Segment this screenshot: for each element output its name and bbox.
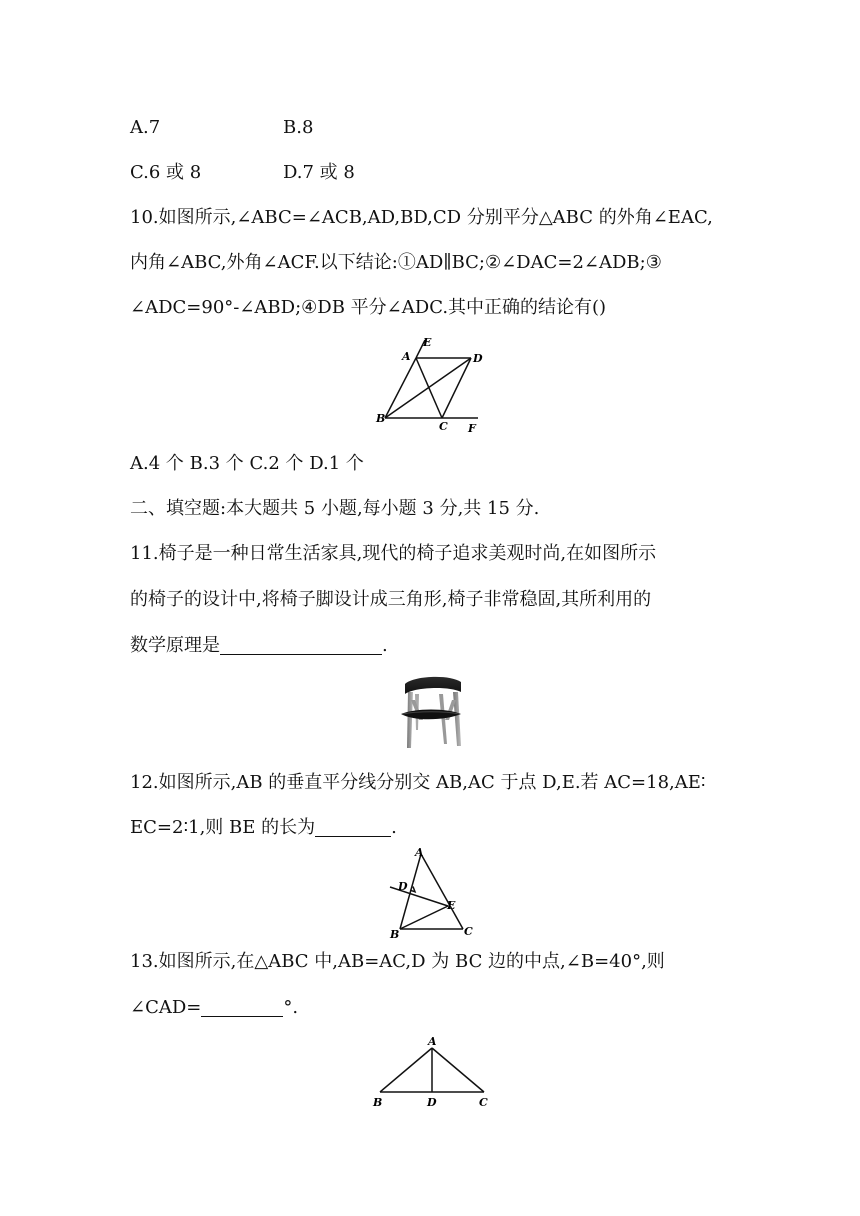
- q13-text: ∠CAD=: [130, 997, 202, 1018]
- q10-line-2: 内角∠ABC,外角∠ACF.以下结论:①AD∥BC;②∠DAC=2∠ADB;③: [130, 252, 662, 273]
- q12-label-d: D: [398, 880, 408, 893]
- q10-label-f: F: [468, 422, 476, 435]
- q13-label-c: C: [479, 1096, 488, 1109]
- q10-label-a: A: [402, 350, 411, 363]
- q12-text: EC=2∶1,则 BE 的长为: [130, 817, 316, 838]
- q13-label-a: A: [428, 1035, 437, 1048]
- q13-line-2: [130, 996, 298, 1020]
- q10-line-3: ∠ADC=90°-∠ABD;④DB 平分∠ADC.其中正确的结论有(): [130, 297, 607, 318]
- q11-line-2: 的椅子的设计中,将椅子脚设计成三角形,椅子非常稳固,其所利用的: [130, 589, 652, 610]
- q11-line-3: [130, 634, 388, 658]
- q13-degree: °.: [283, 997, 299, 1018]
- q12-label-b: B: [390, 928, 400, 940]
- q11-period: .: [382, 635, 388, 656]
- q12-label-e: E: [447, 899, 456, 912]
- q10-label-d: D: [473, 352, 483, 365]
- q13-answer-blank[interactable]: [201, 998, 283, 1017]
- q10-label-c: C: [439, 420, 448, 433]
- q9-option-a: A.7: [130, 117, 161, 138]
- q11-line-1: 11.椅子是一种日常生活家具,现代的椅子追求美观时尚,在如图所示: [130, 543, 657, 564]
- q13-label-d: D: [427, 1096, 437, 1109]
- q9-option-d: D.7 或 8: [283, 162, 355, 183]
- q10-label-b: B: [376, 412, 386, 425]
- q12-label-a: A: [415, 846, 424, 859]
- q10-label-e: E: [423, 336, 432, 349]
- chair-image: [395, 670, 467, 752]
- q9-option-c: C.6 或 8: [130, 162, 202, 183]
- q13-figure: [366, 1034, 496, 1110]
- q13-line-1: 13.如图所示,在△ABC 中,AB=AC,D 为 BC 边的中点,∠B=40°,则: [130, 951, 665, 972]
- q12-answer-blank[interactable]: [315, 818, 391, 837]
- q11-answer-blank[interactable]: [220, 636, 382, 655]
- q10-options: A.4 个 B.3 个 C.2 个 D.1 个: [130, 453, 364, 474]
- q10-figure: [370, 334, 490, 436]
- q12-period: .: [391, 817, 397, 838]
- q9-option-b: B.8: [283, 117, 314, 138]
- q12-figure: [385, 842, 480, 940]
- q12-line-1: 12.如图所示,AB 的垂直平分线分别交 AB,AC 于点 D,E.若 AC=18,AE∶: [130, 772, 706, 793]
- q12-line-2: [130, 816, 397, 840]
- section-heading: 二、填空题:本大题共 5 小题,每小题 3 分,共 15 分.: [130, 498, 540, 519]
- q10-line-1: 10.如图所示,∠ABC=∠ACB,AD,BD,CD 分别平分△ABC 的外角∠EAC,: [130, 207, 713, 228]
- q11-text: 数学原理是: [130, 635, 220, 656]
- q13-label-b: B: [373, 1096, 383, 1109]
- q12-label-c: C: [464, 925, 473, 938]
